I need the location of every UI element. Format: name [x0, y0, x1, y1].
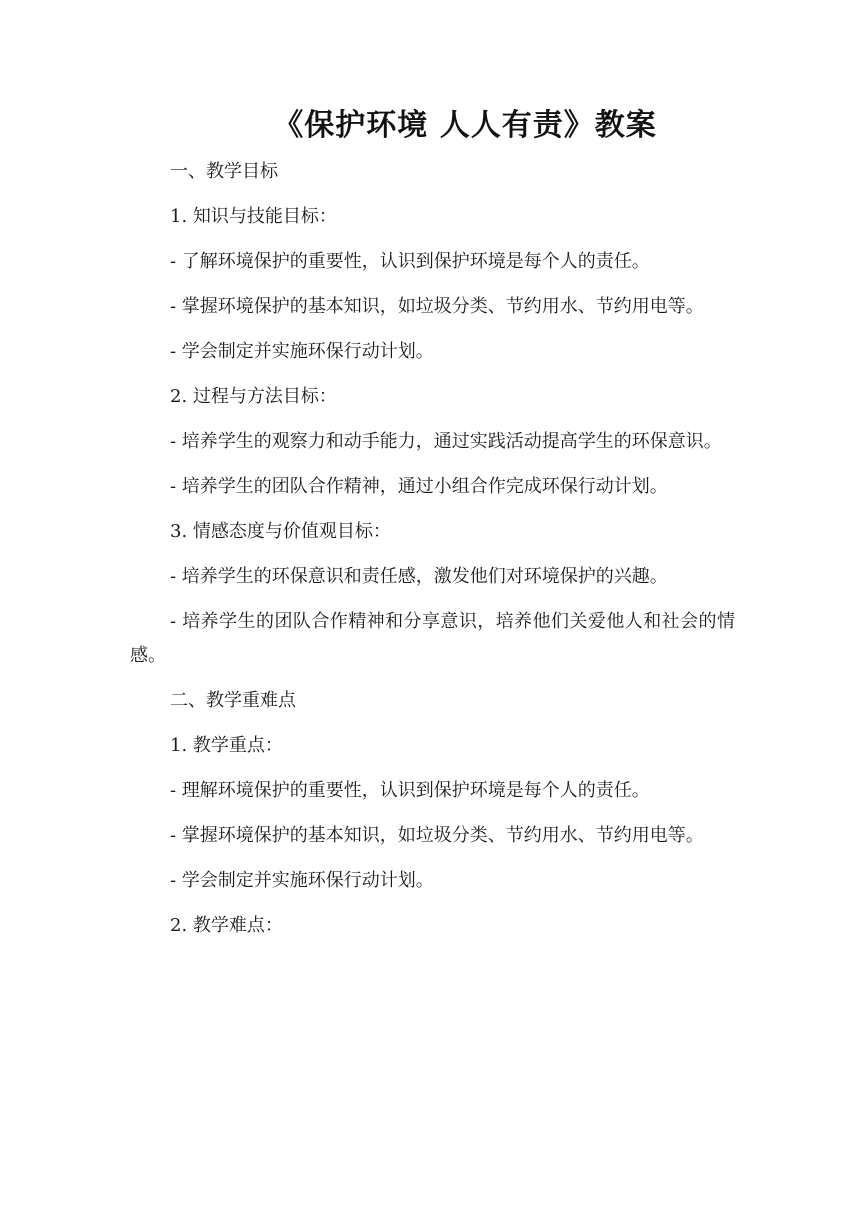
subheading-emotion-values: 3. 情感态度与价值观目标： — [170, 521, 391, 542]
document-body — [130, 155, 735, 954]
list-item: - 培养学生的观察力和动手能力，通过实践活动提高学生的环保意识。 — [170, 431, 722, 452]
subheading-difficult-points: 2. 教学难点： — [170, 915, 283, 936]
list-item: - 了解环境保护的重要性，认识到保护环境是每个人的责任。 — [170, 251, 650, 272]
list-item: - 学会制定并实施环保行动计划。 — [170, 341, 434, 362]
subheading-process-methods: 2. 过程与方法目标： — [170, 386, 337, 407]
list-item: - 学会制定并实施环保行动计划。 — [170, 870, 434, 891]
list-item: - 培养学生的环保意识和责任感，激发他们对环境保护的兴趣。 — [170, 566, 668, 587]
subheading-key-points: 1. 教学重点： — [170, 735, 283, 756]
section-heading-key-difficult-points: 二、教学重难点 — [170, 690, 296, 711]
list-item: - 理解环境保护的重要性，认识到保护环境是每个人的责任。 — [170, 780, 650, 801]
list-item: - 培养学生的团队合作精神和分享意识，培养他们关爱他人和社会的情感。 — [130, 611, 735, 666]
list-item: - 掌握环境保护的基本知识，如垃圾分类、节约用水、节约用电等。 — [170, 296, 704, 317]
subheading-knowledge-skills: 1. 知识与技能目标： — [170, 206, 337, 227]
document-title: 《保护环境 人人有责》教案 — [273, 108, 657, 143]
list-item: - 培养学生的团队合作精神，通过小组合作完成环保行动计划。 — [170, 476, 668, 497]
section-heading-objectives: 一、教学目标 — [170, 161, 278, 182]
list-item: - 掌握环境保护的基本知识，如垃圾分类、节约用水、节约用电等。 — [170, 825, 704, 846]
